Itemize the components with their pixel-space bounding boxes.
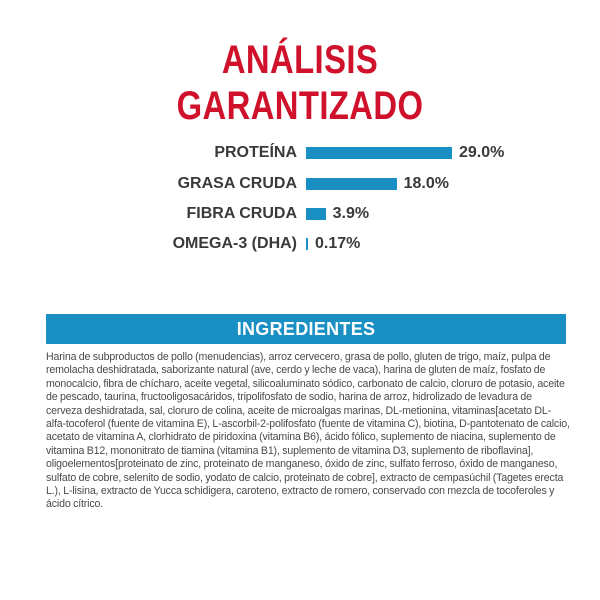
analysis-row-fiber [0, 199, 600, 229]
ingredients-text: Harina de subproductos de pollo (menudencias), arroz cervecero, grasa de pollo, gluten de trigo, maíz, pulpa de remolacha deshidratada, saborizante natural (ave, cerdo y leche de vaca), harina de gluten de maíz, fosfato de monocalcio, fibra de chícharo, aceite vegetal, silicoaluminato sódico, carbonato de calcio, cloruro de potasio, aceite de pescado, taurina, fructooligosacáridos, tripolifosfato de sodio, harina de arroz, hidrolizado de levadura de cerveza deshidratada, sal, cloruro de colina, aceite de microalgas marinas, DL-metionina, vitaminas[acetato DL-alfa-tocoferol (fuente de vitamina E), L-ascorbil-2-polifosfato (fuente de vitamina C), biotina, D-pantotenato de calcio, acetato de vitamina A, clorhidrato de piridoxina (vitamina B6), ácido fólico, suplemento de niacina, suplemento de vitamina B12, mononitrato de tiamina (vitamina B1), suplemento de vitamina D3, suplemento de riboflavina], oligoelementos[proteinato de zinc, proteinato de manganeso, óxido de zinc, sulfato ferroso, óxido de manganeso, sulfato de cobre, selenito de sodio, yodato de calcio, proteinato de cobre], extracto de cempasúchil (Tagetes erecta L.), L-lisina, extracto de Yucca schidigera, caroteno, extracto de romero, conservado con mezcla de tocoferoles y ácido cítrico. [46, 351, 570, 511]
analysis-bar [306, 147, 452, 159]
analysis-bar [306, 208, 326, 220]
title-line-2: GARANTIZADO [176, 84, 424, 128]
analysis-label: GRASA CRUDA [177, 175, 297, 192]
analysis-bar [306, 178, 397, 190]
analysis-bar [306, 238, 308, 250]
analysis-label: FIBRA CRUDA [186, 205, 297, 222]
analysis-value: 0.17% [315, 235, 361, 252]
analysis-row-omega3 [0, 229, 600, 259]
ingredients-heading: INGREDIENTES [46, 314, 566, 344]
analysis-value: 29.0% [459, 144, 505, 161]
analysis-value: 3.9% [332, 205, 370, 222]
analysis-row-fat [0, 169, 600, 199]
analysis-label: PROTEÍNA [214, 144, 297, 161]
analysis-label: OMEGA-3 (DHA) [172, 235, 297, 252]
analysis-row-protein [0, 138, 600, 168]
title-line-1: ANÁLISIS [221, 38, 379, 82]
analysis-value: 18.0% [403, 175, 449, 192]
